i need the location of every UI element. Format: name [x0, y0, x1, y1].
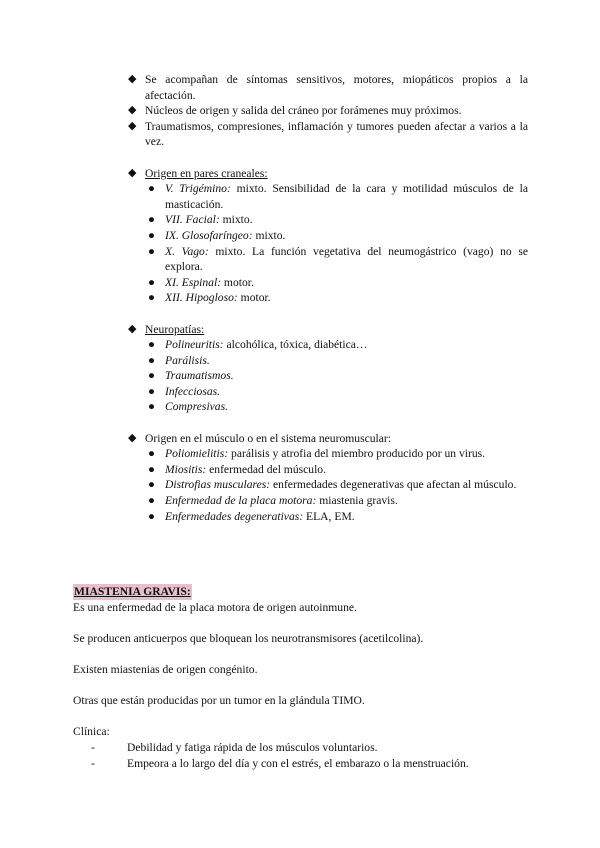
- list-item: ● Compresivas.: [148, 400, 229, 414]
- miastenia-section: [73, 584, 528, 771]
- top-block: [128, 72, 528, 524]
- list-item: ● Enfermedades degenerativas: ELA, EM.: [148, 509, 355, 523]
- intro-text: Traumatismos, compresiones, inflamación y tumores pueden afectar a varios a la vez.: [145, 119, 528, 149]
- diamond-bullet-icon: ◆: [128, 104, 137, 117]
- clinica-label: Clínica:: [73, 725, 110, 739]
- diamond-bullet-icon: ◆: [128, 119, 137, 132]
- list-item: ● Enfermedad de la placa motora: miastenia gravis.: [148, 494, 398, 508]
- cranial-list: [128, 181, 528, 306]
- bullet-dot-icon: ●: [148, 213, 156, 227]
- bullet-dot-icon: ●: [148, 338, 156, 352]
- neuropathies-section-title: ◆ Neuropatías:: [128, 322, 205, 336]
- bullet-dot-icon: ●: [148, 228, 156, 242]
- intro-text: Núcleos de origen y salida del cráneo por forámenes muy próximos.: [145, 104, 462, 118]
- list-item: ● VII. Facial: mixto.: [148, 213, 253, 227]
- list-item: ● IX. Glosofaríngeo: mixto.: [148, 228, 286, 242]
- bullet-dot-icon: ●: [148, 275, 156, 289]
- bullet-dot-icon: ●: [148, 369, 156, 383]
- bullet-dot-icon: ●: [148, 384, 156, 398]
- miastenia-paragraph: Otras que están producidas por un tumor en la glándula TIMO.: [73, 694, 365, 708]
- bullet-dot-icon: ●: [148, 400, 156, 414]
- list-item: ● Poliomielitis: parálisis y atrofia del miembro producido por un virus.: [148, 447, 486, 461]
- miastenia-heading: MIASTENIA GRAVIS:: [74, 585, 191, 598]
- list-item: ● V. Trigémino: mixto. Sensibilidad de la cara y motilidad músculos de la masticación.: [148, 182, 528, 211]
- list-item: ● Traumatismos.: [148, 369, 234, 383]
- bullet-dot-icon: ●: [148, 447, 156, 461]
- list-item: ● X. Vago: mixto. La función vegetativa del neumogástrico (vago) no se explora.: [148, 244, 528, 274]
- neuropathies-list: [128, 337, 528, 415]
- bullet-dot-icon: ●: [148, 478, 156, 492]
- bullet-dot-icon: ●: [148, 291, 156, 305]
- diamond-bullet-icon: ◆: [128, 166, 137, 179]
- list-item: - Debilidad y fatiga rápida de los músculos voluntarios.: [91, 740, 378, 754]
- diamond-bullet-icon: ◆: [128, 431, 137, 444]
- intro-item: [128, 119, 528, 150]
- muscle-list: [128, 446, 528, 524]
- cranial-section-title: ◆ Origen en pares craneales:: [128, 166, 268, 180]
- bullet-dot-icon: ●: [148, 462, 156, 476]
- bullet-dot-icon: ●: [148, 353, 156, 367]
- list-item: - Empeora a lo largo del día y con el estrés, el embarazo o la menstruación.: [91, 756, 469, 770]
- list-item: ● Parálisis.: [148, 353, 210, 367]
- list-item: ● Polineuritis: alcohólica, tóxica, diabética…: [148, 338, 368, 352]
- diamond-bullet-icon: ◆: [128, 322, 137, 335]
- dash-bullet-icon: -: [91, 740, 95, 754]
- dash-bullet-icon: -: [91, 756, 95, 770]
- list-item: ● XII. Hipogloso: motor.: [148, 291, 271, 305]
- list-item: ● Miositis: enfermedad del músculo.: [148, 462, 326, 476]
- list-item: ● XI. Espinal: motor.: [148, 275, 254, 289]
- bullet-dot-icon: ●: [148, 494, 156, 508]
- diamond-bullet-icon: ◆: [128, 73, 137, 85]
- miastenia-paragraph: Se producen anticuerpos que bloquean los neurotransmisores (acetilcolina).: [73, 631, 424, 645]
- miastenia-paragraph: Es una enfermedad de la placa motora de origen autoinmune.: [73, 600, 357, 614]
- list-item: ● Distrofias musculares: enfermedades degenerativas que afectan al músculo.: [148, 478, 517, 492]
- muscle-section-title: ◆ Origen en el músculo o en el sistema neuromuscular:: [128, 431, 391, 445]
- list-item: ● Infecciosas.: [148, 384, 221, 398]
- intro-item: [128, 103, 528, 119]
- intro-text: Se acompañan de síntomas sensitivos, motores, miopáticos propios a la afectación.: [145, 73, 528, 102]
- bullet-dot-icon: ●: [148, 244, 156, 258]
- intro-item: [128, 72, 528, 103]
- miastenia-paragraph: Existen miastenias de origen congénito.: [73, 662, 258, 676]
- bullet-dot-icon: ●: [148, 182, 156, 196]
- bullet-dot-icon: ●: [148, 509, 156, 523]
